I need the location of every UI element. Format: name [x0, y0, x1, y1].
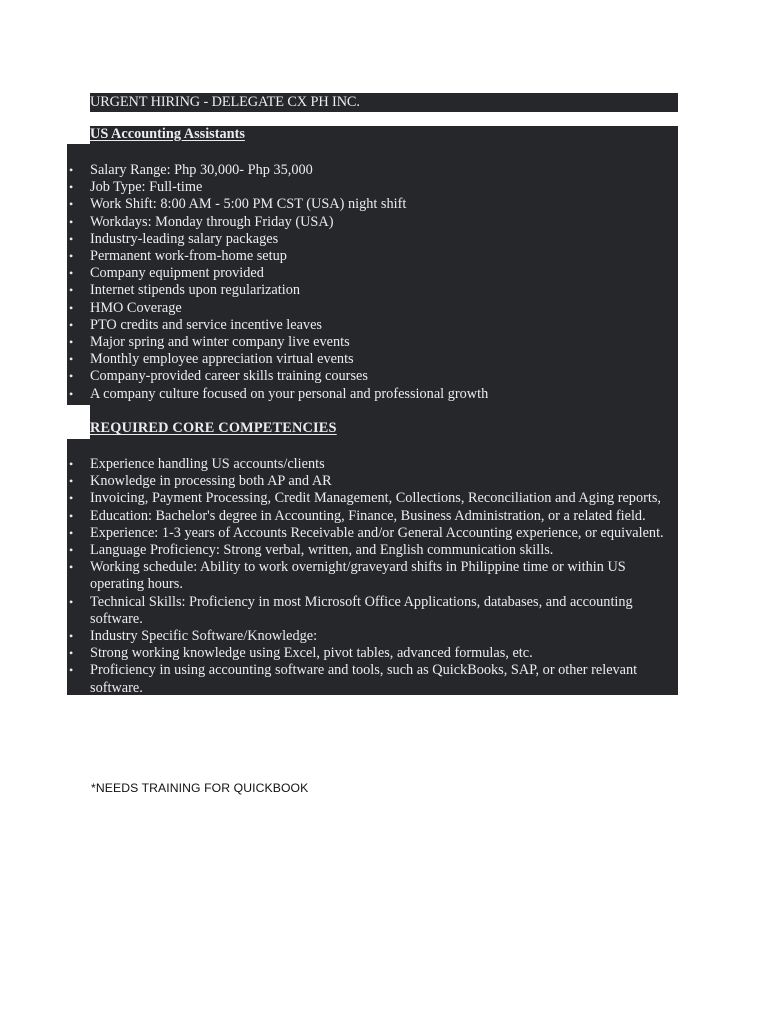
list-item: • Industry-leading salary packages	[69, 230, 279, 247]
list-item: • Proficiency in using accounting software and tools, such as QuickBooks, SAP, or other relevant software.	[69, 662, 638, 696]
bullet-icon: •	[69, 352, 74, 367]
section-heading-competencies: REQUIRED CORE COMPETENCIES	[90, 420, 337, 436]
competencies-block	[67, 439, 678, 695]
bullet-icon: •	[69, 231, 74, 246]
list-item: • Company equipment provided	[69, 265, 264, 282]
bullet-icon: •	[69, 560, 74, 575]
list-item: • A company culture focused on your personal and professional growth	[69, 385, 489, 402]
list-item: • Industry Specific Software/Knowledge:	[69, 628, 318, 645]
bullet-icon: •	[69, 249, 74, 264]
list-item: • Job Type: Full-time	[69, 179, 203, 196]
list-item: • Permanent work-from-home setup	[69, 248, 287, 265]
list-item: • Language Proficiency: Strong verbal, written, and English communication skills.	[69, 542, 554, 559]
bullet-icon: •	[69, 300, 74, 315]
list-item: • Technical Skills: Proficiency in most Microsoft Office Applications, databases, and accounting software.	[69, 593, 633, 627]
document-title: URGENT HIRING - DELEGATE CX PH INC.	[90, 94, 360, 110]
competencies-list	[67, 456, 678, 697]
section-heading-block	[90, 126, 678, 144]
list-item: • Major spring and winter company live events	[69, 334, 350, 351]
bullet-icon: •	[69, 543, 74, 558]
bullet-icon: •	[69, 283, 74, 298]
bullet-icon: •	[69, 646, 74, 661]
list-item: • Experience handling US accounts/clients	[69, 456, 325, 472]
section-heading-job-title: US Accounting Assistants	[90, 126, 245, 142]
bullet-icon: •	[69, 317, 74, 332]
list-item: • Workdays: Monday through Friday (USA)	[69, 213, 334, 230]
list-item: • Education: Bachelor's degree in Accounting, Finance, Business Administration, or a related field.	[69, 507, 646, 524]
bullet-icon: •	[69, 629, 74, 644]
list-item: • Internet stipends upon regularization	[69, 282, 301, 299]
bullet-icon: •	[69, 197, 74, 212]
bullet-icon: •	[69, 663, 74, 678]
list-item: • Strong working knowledge using Excel, pivot tables, advanced formulas, etc.	[69, 645, 533, 662]
list-item: • Company-provided career skills training courses	[69, 368, 368, 385]
bullet-icon: •	[69, 163, 74, 177]
training-note: *NEEDS TRAINING FOR QUICKBOOK	[91, 781, 309, 795]
bullet-icon: •	[69, 214, 74, 229]
bullet-icon: •	[69, 491, 74, 506]
list-item: • Experience: 1-3 years of Accounts Receivable and/or General Accounting experience, or equivalent.	[69, 524, 664, 541]
list-item: • Invoicing, Payment Processing, Credit Management, Collections, Reconciliation and Aging reports,	[69, 490, 661, 507]
benefits-block	[67, 144, 678, 405]
bullet-icon: •	[69, 508, 74, 523]
bullet-icon: •	[69, 369, 74, 384]
list-item: • PTO credits and service incentive leaves	[69, 316, 322, 333]
list-item: • Monthly employee appreciation virtual events	[69, 351, 354, 368]
bullet-icon: •	[69, 386, 74, 401]
title-block	[90, 93, 678, 112]
bullet-icon: •	[69, 457, 74, 471]
list-item: • Working schedule: Ability to work overnight/graveyard shifts in Philippine time or within US operating hours.	[69, 559, 626, 593]
bullet-icon: •	[69, 266, 74, 281]
bullet-icon: •	[69, 594, 74, 609]
bullet-icon: •	[69, 525, 74, 540]
list-item: • HMO Coverage	[69, 299, 182, 316]
benefits-list	[67, 162, 678, 403]
bullet-icon: •	[69, 335, 74, 350]
list-item: • Salary Range: Php 30,000- Php 35,000	[69, 162, 313, 178]
bullet-icon: •	[69, 474, 74, 489]
bullet-icon: •	[69, 180, 74, 195]
list-item: • Knowledge in processing both AP and AR	[69, 473, 332, 490]
list-item: • Work Shift: 8:00 AM - 5:00 PM CST (USA) night shift	[69, 196, 407, 213]
section-heading-block	[90, 405, 678, 439]
